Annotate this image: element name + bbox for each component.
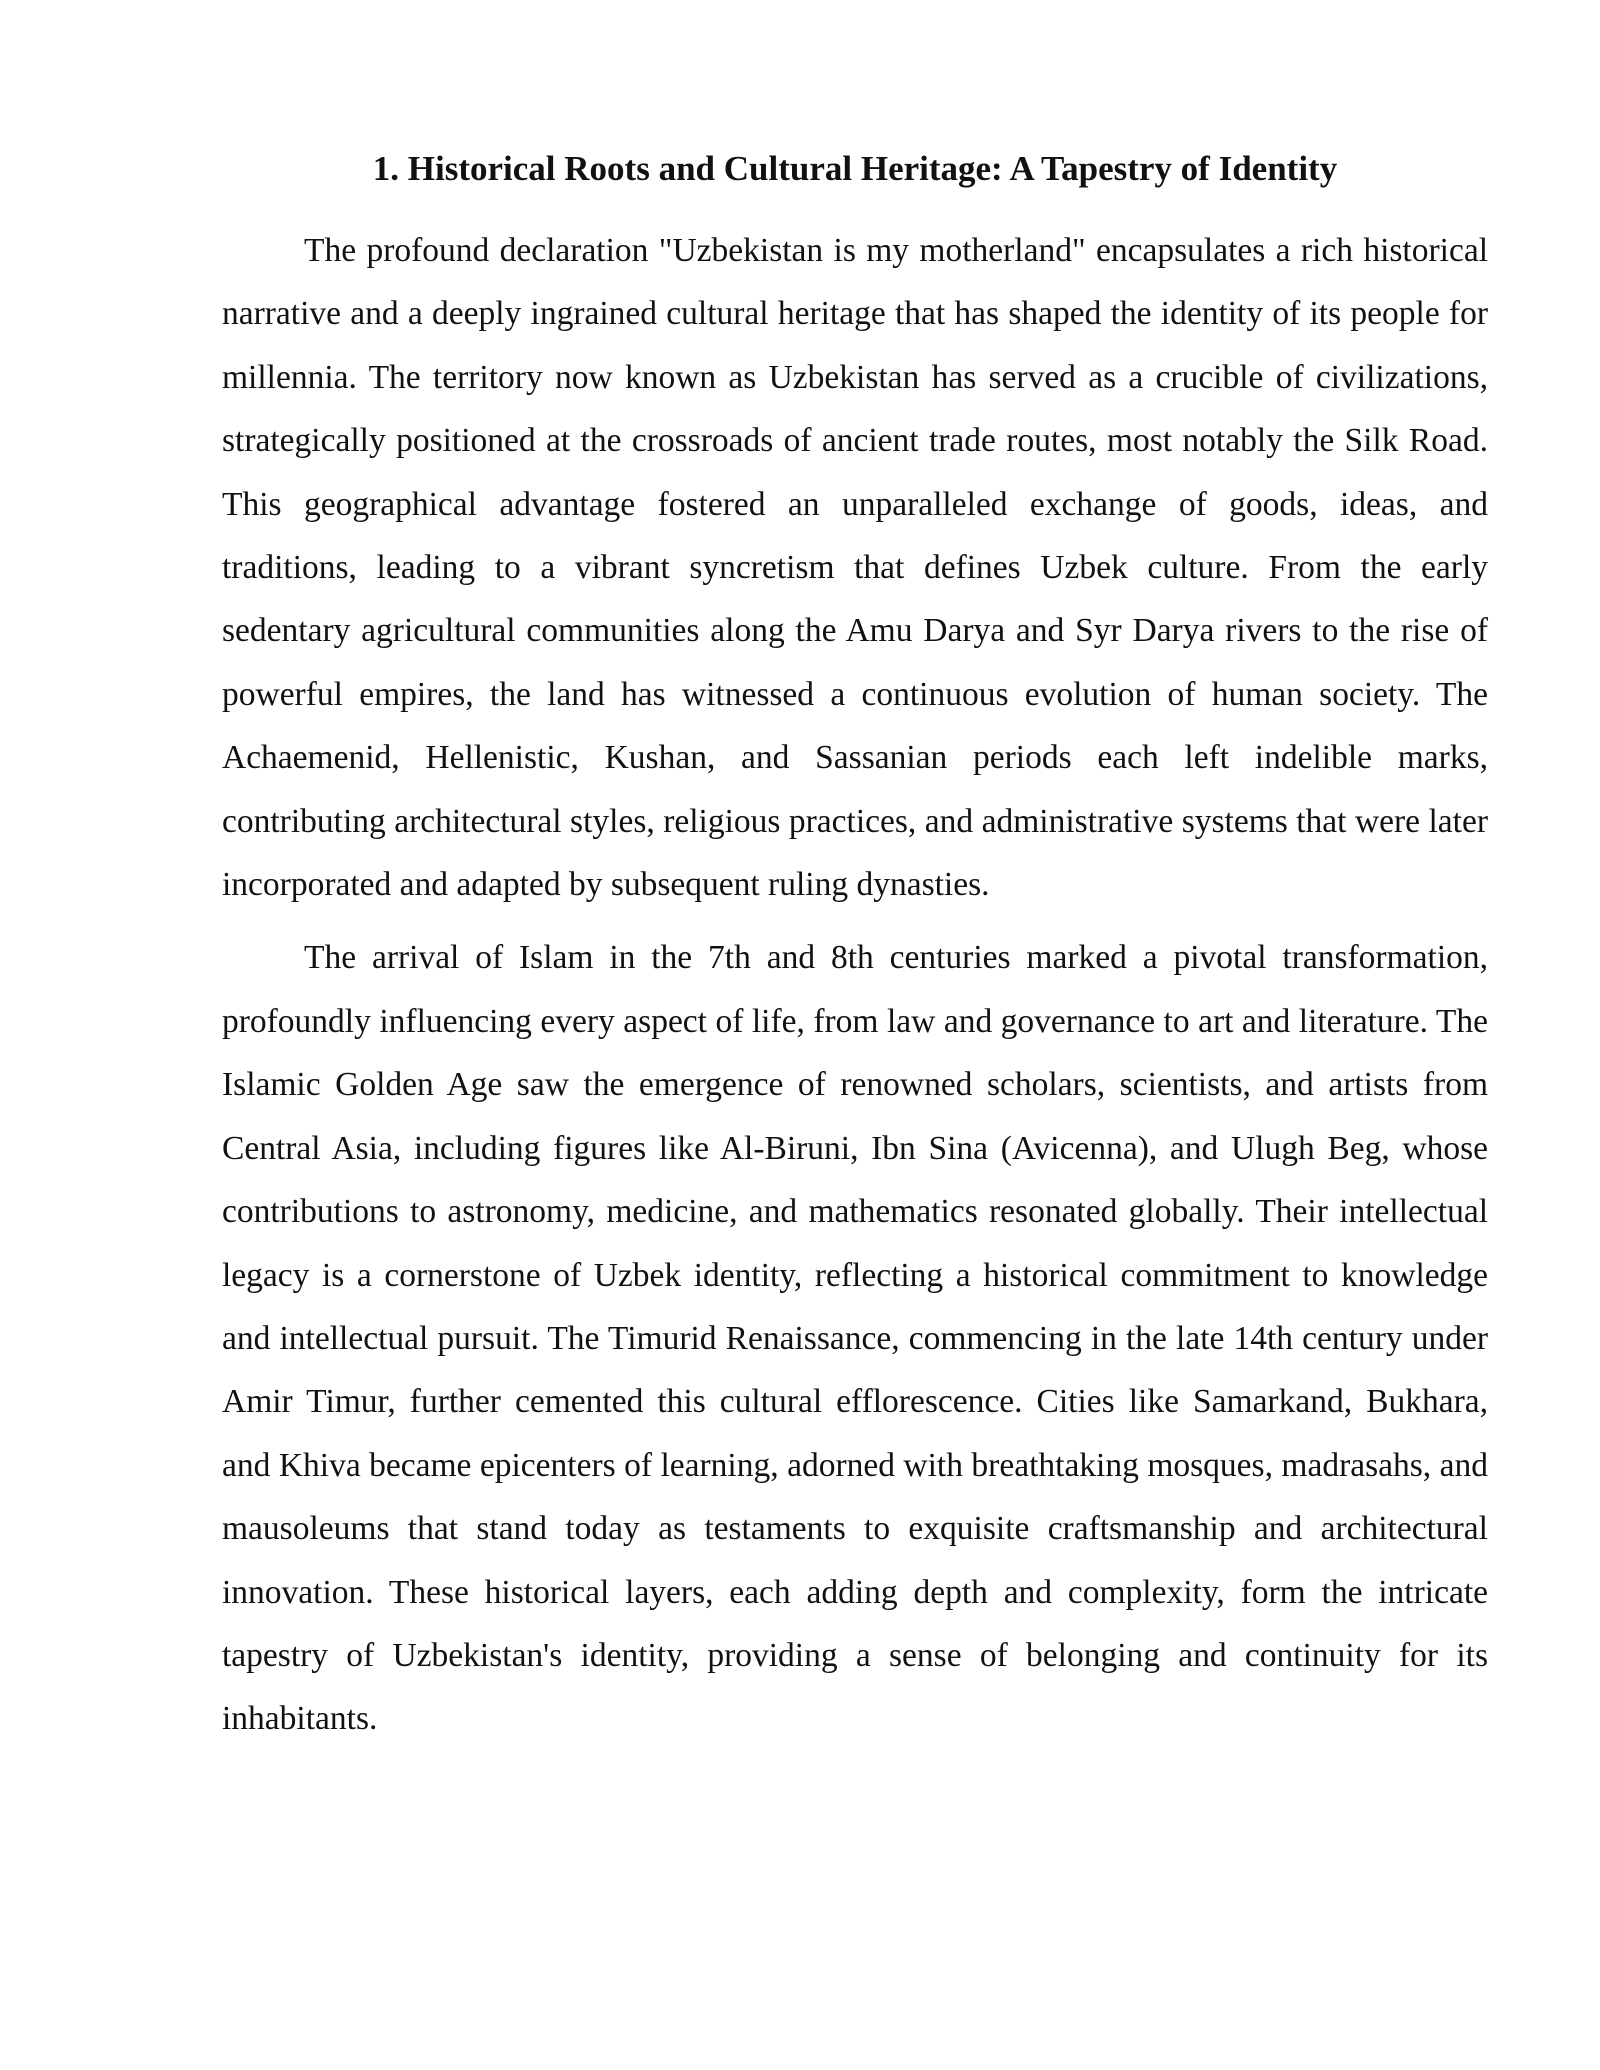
paragraph-1: The profound declaration "Uzbekistan is my motherland" encapsulates a rich historical narrative and a deeply ingrained cultural heritage that has shaped the identity of its people for millennia. The territory now known as Uzbekistan has served as a crucible of civilizations, strategically positioned at the crossroads of ancient trade routes, most notably the Silk Road. This geographical advantage fostered an unparalleled exchange of goods, ideas, and traditions, leading to a vibrant syncretism that defines Uzbek culture. From the early sedentary agricultural communities along the Amu Darya and Syr Darya rivers to the rise of powerful empires, the land has witnessed a continuous evolution of human society. The Achaemenid, Hellenistic, Kushan, and Sassanian periods each left indelible marks, contributing architectural styles, religious practices, and administrative systems that were later incorporated and adapted by subsequent ruling dynasties. xyxy=(222,232,1488,904)
document-content xyxy=(222,145,1488,1751)
paragraph-2: The arrival of Islam in the 7th and 8th centuries marked a pivotal transformation, profoundly influencing every aspect of life, from law and governance to art and literature. The Islamic Golden Age saw the emergence of renowned scholars, scientists, and artists from Central Asia, including figures like Al-Biruni, Ibn Sina (Avicenna), and Ulugh Beg, whose contributions to astronomy, medicine, and mathematics resonated globally. Their intellectual legacy is a cornerstone of Uzbek identity, reflecting a historical commitment to knowledge and intellectual pursuit. The Timurid Renaissance, commencing in the late 14th century under Amir Timur, further cemented this cultural efflorescence. Cities like Samarkand, Bukhara, and Khiva became epicenters of learning, adorned with breathtaking mosques, madrasahs, and mausoleums that stand today as testaments to exquisite craftsmanship and architectural innovation. These historical layers, each adding depth and complexity, form the intricate tapestry of Uzbekistan's identity, providing a sense of belonging and continuity for its inhabitants. xyxy=(222,939,1488,1738)
section-heading: 1. Historical Roots and Cultural Heritage: A Tapestry of Identity xyxy=(372,149,1338,188)
